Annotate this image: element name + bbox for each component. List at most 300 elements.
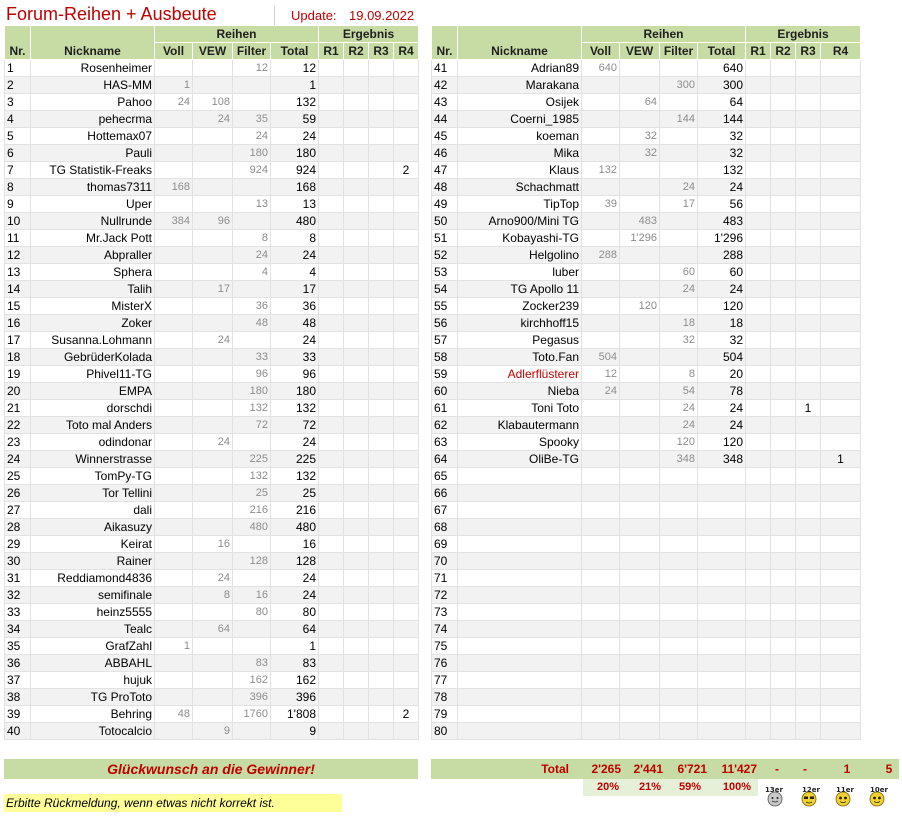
row-nr: 43 — [432, 94, 458, 111]
row-nr: 53 — [432, 264, 458, 281]
row-r4 — [394, 587, 419, 604]
row-r1 — [746, 94, 771, 111]
row-voll — [582, 468, 620, 485]
row-vew — [193, 638, 233, 655]
row-nr: 71 — [432, 570, 458, 587]
row-r2 — [771, 315, 796, 332]
row-total: 144 — [698, 111, 746, 128]
row-r3 — [369, 162, 394, 179]
row-vew — [620, 638, 660, 655]
row-voll: 384 — [155, 213, 193, 230]
row-nickname: Toni Toto — [458, 400, 582, 417]
row-total: 59 — [271, 111, 319, 128]
row-voll — [582, 281, 620, 298]
row-vew: 108 — [193, 94, 233, 111]
row-nr: 29 — [5, 536, 31, 553]
row-r3 — [796, 519, 821, 536]
row-nr: 74 — [432, 621, 458, 638]
row-vew: 24 — [193, 332, 233, 349]
row-total — [698, 689, 746, 706]
row-filter: 128 — [233, 553, 271, 570]
row-voll — [155, 689, 193, 706]
row-r3 — [796, 162, 821, 179]
row-total: 180 — [271, 145, 319, 162]
update-label: Update: — [291, 8, 337, 23]
row-r4 — [394, 332, 419, 349]
row-r4 — [394, 94, 419, 111]
row-r2 — [344, 553, 369, 570]
row-voll — [582, 94, 620, 111]
table-row — [5, 723, 419, 740]
row-vew — [193, 400, 233, 417]
row-r4: 2 — [394, 162, 419, 179]
row-vew — [620, 162, 660, 179]
row-vew — [620, 451, 660, 468]
row-total: 1 — [271, 77, 319, 94]
table-row — [5, 553, 419, 570]
row-filter — [233, 434, 271, 451]
row-nickname — [458, 638, 582, 655]
row-nickname — [458, 468, 582, 485]
row-nr: 33 — [5, 604, 31, 621]
row-nr: 13 — [5, 264, 31, 281]
row-nickname: kirchhoff15 — [458, 315, 582, 332]
row-r1 — [746, 434, 771, 451]
row-vew — [620, 60, 660, 77]
col-header-filter: Filter — [233, 43, 271, 60]
row-r2 — [771, 349, 796, 366]
row-r1 — [319, 519, 344, 536]
row-r2 — [344, 213, 369, 230]
row-voll — [155, 485, 193, 502]
table-row — [5, 502, 419, 519]
row-voll — [582, 587, 620, 604]
row-nr: 8 — [5, 179, 31, 196]
emoji-label-12: 12er — [802, 786, 820, 794]
table-row — [432, 604, 861, 621]
row-r2 — [771, 332, 796, 349]
row-filter — [233, 94, 271, 111]
row-r3 — [369, 349, 394, 366]
row-filter: 24 — [660, 400, 698, 417]
row-total: 1 — [271, 638, 319, 655]
row-total: 18 — [698, 315, 746, 332]
row-total: 924 — [271, 162, 319, 179]
row-total — [698, 672, 746, 689]
col-header-r3: R3 — [369, 43, 394, 60]
row-nickname: Helgolino — [458, 247, 582, 264]
row-nickname — [458, 536, 582, 553]
row-filter: 480 — [233, 519, 271, 536]
row-r1 — [319, 417, 344, 434]
table-row — [5, 60, 419, 77]
row-filter: 4 — [233, 264, 271, 281]
row-r1 — [746, 570, 771, 587]
row-total: 80 — [271, 604, 319, 621]
row-r4 — [394, 672, 419, 689]
row-voll — [582, 417, 620, 434]
table-row — [5, 77, 419, 94]
table-row — [5, 706, 419, 723]
row-total: 225 — [271, 451, 319, 468]
row-nickname: Phivel11-TG — [31, 366, 155, 383]
table-row — [5, 587, 419, 604]
row-r1 — [746, 621, 771, 638]
row-voll — [155, 536, 193, 553]
table-row — [432, 553, 861, 570]
row-r1 — [746, 332, 771, 349]
row-total: 24 — [271, 128, 319, 145]
row-total: 13 — [271, 196, 319, 213]
table-row — [5, 281, 419, 298]
row-voll — [582, 145, 620, 162]
col-header-nr: Nr. — [432, 26, 458, 60]
row-filter — [660, 553, 698, 570]
row-r3 — [369, 383, 394, 400]
row-filter: 24 — [233, 247, 271, 264]
row-r4 — [821, 604, 861, 621]
row-vew — [193, 417, 233, 434]
row-nr: 9 — [5, 196, 31, 213]
row-r4 — [394, 621, 419, 638]
row-vew — [620, 468, 660, 485]
row-filter: 144 — [660, 111, 698, 128]
row-filter — [660, 60, 698, 77]
row-r2 — [344, 128, 369, 145]
row-r4 — [394, 536, 419, 553]
row-r1 — [746, 519, 771, 536]
row-r1 — [746, 706, 771, 723]
row-r2 — [771, 672, 796, 689]
table-row — [5, 298, 419, 315]
row-filter — [660, 621, 698, 638]
row-filter: 24 — [660, 179, 698, 196]
row-voll — [155, 145, 193, 162]
table-row — [5, 213, 419, 230]
row-nickname: Keirat — [31, 536, 155, 553]
row-filter: 72 — [233, 417, 271, 434]
row-r1 — [746, 247, 771, 264]
col-header-r1: R1 — [746, 43, 771, 60]
table-row — [5, 672, 419, 689]
row-filter — [660, 570, 698, 587]
row-vew: 8 — [193, 587, 233, 604]
row-filter — [660, 128, 698, 145]
row-voll — [582, 706, 620, 723]
row-voll — [582, 570, 620, 587]
row-r2 — [771, 417, 796, 434]
row-nickname: Schachmatt — [458, 179, 582, 196]
row-total: 78 — [698, 383, 746, 400]
row-nickname — [458, 621, 582, 638]
table-row — [432, 196, 861, 213]
row-r3 — [369, 434, 394, 451]
row-nickname: Hottemax07 — [31, 128, 155, 145]
row-nickname: Arno900/Mini TG — [458, 213, 582, 230]
row-r3 — [796, 621, 821, 638]
row-r4 — [394, 349, 419, 366]
row-voll: 288 — [582, 247, 620, 264]
row-r3 — [369, 553, 394, 570]
row-nr: 35 — [5, 638, 31, 655]
row-nickname: Toto mal Anders — [31, 417, 155, 434]
row-r2 — [771, 77, 796, 94]
row-total: 180 — [271, 383, 319, 400]
row-r1 — [746, 230, 771, 247]
row-nr: 72 — [432, 587, 458, 604]
table-row — [5, 519, 419, 536]
row-voll: 39 — [582, 196, 620, 213]
row-nr: 73 — [432, 604, 458, 621]
row-r2 — [771, 468, 796, 485]
smiley-13er-icon — [764, 785, 786, 807]
row-nr: 5 — [5, 128, 31, 145]
row-nr: 28 — [5, 519, 31, 536]
row-r2 — [344, 468, 369, 485]
row-r1 — [319, 451, 344, 468]
row-total: 24 — [698, 400, 746, 417]
row-r4 — [821, 366, 861, 383]
row-voll — [155, 672, 193, 689]
row-nickname: Mika — [458, 145, 582, 162]
row-filter: 24 — [660, 417, 698, 434]
table-row — [432, 230, 861, 247]
row-r3 — [796, 655, 821, 672]
row-r1 — [319, 60, 344, 77]
table-row — [432, 128, 861, 145]
row-r3 — [796, 706, 821, 723]
row-r3 — [796, 723, 821, 740]
row-voll: 24 — [155, 94, 193, 111]
table-row — [5, 468, 419, 485]
row-r4 — [821, 689, 861, 706]
row-r4 — [821, 400, 861, 417]
row-filter — [660, 502, 698, 519]
row-r4 — [394, 383, 419, 400]
row-r3 — [369, 604, 394, 621]
row-r1 — [746, 77, 771, 94]
row-vew — [620, 604, 660, 621]
percent-row — [583, 779, 758, 796]
row-r3 — [796, 468, 821, 485]
row-total — [698, 587, 746, 604]
row-r2 — [771, 298, 796, 315]
row-total: 132 — [271, 400, 319, 417]
row-r1 — [319, 638, 344, 655]
row-vew: 1'296 — [620, 230, 660, 247]
row-nickname: Pauli — [31, 145, 155, 162]
table-row — [5, 536, 419, 553]
row-nickname: Toto.Fan — [458, 349, 582, 366]
row-nr: 62 — [432, 417, 458, 434]
row-nickname — [458, 655, 582, 672]
ranking-table-left — [4, 25, 419, 740]
row-voll — [582, 723, 620, 740]
row-total: 32 — [698, 145, 746, 162]
row-filter: 25 — [233, 485, 271, 502]
row-filter — [660, 723, 698, 740]
row-vew — [620, 502, 660, 519]
row-total: 300 — [698, 77, 746, 94]
row-r1 — [746, 689, 771, 706]
row-r1 — [319, 162, 344, 179]
row-total: 17 — [271, 281, 319, 298]
group-header-ergebnis: Ergebnis — [319, 26, 419, 43]
row-r3 — [369, 536, 394, 553]
row-r1 — [319, 502, 344, 519]
row-r1 — [746, 213, 771, 230]
feedback-note: Erbitte Rückmeldung, wenn etwas nicht korrekt ist. — [4, 794, 342, 812]
row-filter: 12 — [233, 60, 271, 77]
row-nr: 34 — [5, 621, 31, 638]
page-title: Forum-Reihen + Ausbeute — [6, 4, 217, 24]
row-r2 — [344, 349, 369, 366]
row-voll — [582, 213, 620, 230]
row-nickname: dali — [31, 502, 155, 519]
row-r4 — [394, 230, 419, 247]
row-filter: 48 — [233, 315, 271, 332]
col-header-voll: Voll — [155, 43, 193, 60]
row-r2 — [344, 434, 369, 451]
row-r1 — [319, 434, 344, 451]
row-voll — [155, 264, 193, 281]
table-row — [432, 332, 861, 349]
row-r2 — [344, 689, 369, 706]
row-nr: 63 — [432, 434, 458, 451]
row-r2 — [771, 451, 796, 468]
col-header-total: Total — [271, 43, 319, 60]
row-nr: 38 — [5, 689, 31, 706]
row-r2 — [344, 417, 369, 434]
table-row — [432, 536, 861, 553]
row-r3 — [796, 485, 821, 502]
row-nickname: OliBe-TG — [458, 451, 582, 468]
row-filter — [233, 332, 271, 349]
row-r4 — [821, 196, 861, 213]
row-voll — [155, 332, 193, 349]
row-r4 — [394, 315, 419, 332]
table-row — [432, 77, 861, 94]
row-r4 — [821, 417, 861, 434]
row-total: 96 — [271, 366, 319, 383]
row-r2 — [771, 638, 796, 655]
row-nr: 54 — [432, 281, 458, 298]
row-r1 — [746, 264, 771, 281]
row-r1 — [746, 179, 771, 196]
row-r4 — [394, 638, 419, 655]
table-row — [432, 315, 861, 332]
row-vew — [193, 230, 233, 247]
row-voll — [155, 570, 193, 587]
col-header-vew: VEW — [620, 43, 660, 60]
row-r4 — [821, 162, 861, 179]
row-r1 — [319, 111, 344, 128]
row-vew — [620, 111, 660, 128]
row-r2 — [344, 332, 369, 349]
row-total — [698, 502, 746, 519]
row-r3 — [369, 723, 394, 740]
col-header-r4: R4 — [821, 43, 861, 60]
row-voll: 504 — [582, 349, 620, 366]
row-filter: 396 — [233, 689, 271, 706]
row-total: 288 — [698, 247, 746, 264]
row-r3 — [796, 604, 821, 621]
row-total: 25 — [271, 485, 319, 502]
total-r3: 1 — [843, 762, 851, 776]
row-total — [698, 536, 746, 553]
row-r1 — [319, 349, 344, 366]
row-nr: 16 — [5, 315, 31, 332]
row-voll — [155, 434, 193, 451]
total-filter: 6'721 — [677, 762, 707, 776]
row-r3 — [369, 128, 394, 145]
row-nr: 52 — [432, 247, 458, 264]
row-total: 83 — [271, 655, 319, 672]
row-r4 — [394, 502, 419, 519]
pct-filter: 59% — [678, 781, 701, 793]
row-total: 483 — [698, 213, 746, 230]
row-r1 — [319, 706, 344, 723]
row-nickname — [458, 706, 582, 723]
row-r4 — [394, 179, 419, 196]
row-voll — [582, 689, 620, 706]
row-r4 — [821, 502, 861, 519]
row-total: 64 — [698, 94, 746, 111]
row-filter — [660, 145, 698, 162]
row-nr: 17 — [5, 332, 31, 349]
row-nr: 67 — [432, 502, 458, 519]
row-r2 — [344, 536, 369, 553]
row-voll — [155, 315, 193, 332]
row-r3 — [369, 366, 394, 383]
row-vew: 64 — [193, 621, 233, 638]
row-voll — [582, 451, 620, 468]
table-row — [5, 383, 419, 400]
table-row — [5, 315, 419, 332]
row-total: 32 — [698, 128, 746, 145]
row-r3 — [369, 519, 394, 536]
row-total: 640 — [698, 60, 746, 77]
row-r1 — [319, 536, 344, 553]
row-total: 24 — [271, 434, 319, 451]
row-r2 — [771, 570, 796, 587]
row-r1 — [746, 366, 771, 383]
row-voll — [155, 162, 193, 179]
table-row — [432, 162, 861, 179]
row-r4 — [394, 213, 419, 230]
row-vew — [193, 264, 233, 281]
row-r4 — [821, 706, 861, 723]
row-nickname — [458, 570, 582, 587]
row-voll — [155, 60, 193, 77]
row-r4 — [821, 570, 861, 587]
row-r4 — [394, 77, 419, 94]
row-vew — [620, 672, 660, 689]
row-nr: 68 — [432, 519, 458, 536]
row-r3 — [369, 247, 394, 264]
row-r1 — [319, 366, 344, 383]
col-header-r4: R4 — [394, 43, 419, 60]
row-total: 128 — [271, 553, 319, 570]
totals-label: Total — [541, 762, 569, 776]
row-nickname: TG Statistik-Freaks — [31, 162, 155, 179]
row-vew: 32 — [620, 128, 660, 145]
row-filter: 24 — [233, 128, 271, 145]
table-row — [5, 485, 419, 502]
row-voll — [155, 723, 193, 740]
row-voll — [155, 247, 193, 264]
table-row — [5, 400, 419, 417]
